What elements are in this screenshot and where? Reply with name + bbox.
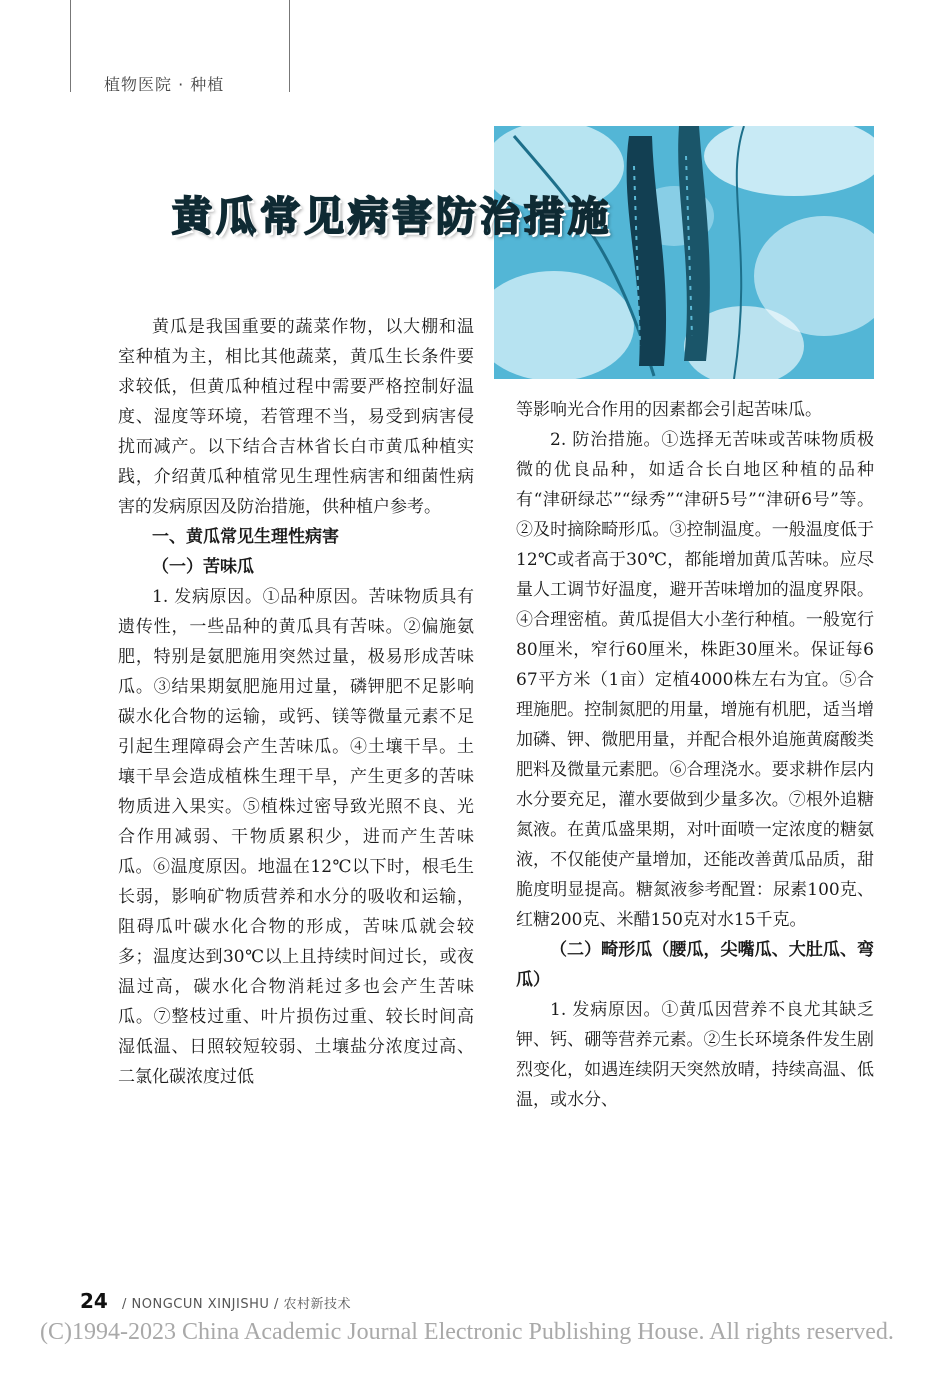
page-number: 24 (80, 1289, 108, 1313)
header-rule-right (289, 0, 290, 92)
subsection-heading: （一）苦味瓜 (152, 557, 254, 577)
header-rule-left (70, 0, 71, 92)
body-paragraph: 1. 发病原因。①黄瓜因营养不良尤其缺乏钾、钙、硼等营养元素。②生长环境条件发生剧烈变化，如遇连续阴天突然放晴，持续高温、低温，或水分、 (516, 1000, 874, 1110)
journal-name: / NONGCUN XINJISHU / 农村新技术 (122, 1297, 352, 1312)
article-title: 黄瓜常见病害防治措施 (172, 193, 612, 240)
continuation-paragraph: 等影响光合作用的因素都会引起苦味瓜。 (516, 400, 822, 420)
left-column (118, 312, 474, 1092)
body-paragraph: 1. 发病原因。①品种原因。苦味物质具有遗传性，一些品种的黄瓜具有苦味。②偏施氨肥，特别是氨肥施用突然过量，极易形成苦味瓜。③结果期氨肥施用过量，磷钾肥不足影响碳水化合物的运输，或钙、镁等微量元素不足引起生理障碍会产生苦味瓜。④土壤干旱。土壤干旱会造成植株生理干旱，产生更多的苦味物质进入果实。⑤植株过密导致光照不良、光合作用减弱、干物质累积少，进而产生苦味瓜。⑥温度原因。地温在12℃以下时，根毛生长弱，影响矿物质营养和水分的吸收和运输，阻碍瓜叶碳水化合物的形成，苦味瓜就会较多；温度达到30℃以上且持续时间过长，或夜温过高，碳水化合物消耗过多也会产生苦味瓜。⑦整枝过重、叶片损伤过重、较长时间高湿低温、日照较短较弱、土壤盐分浓度过高、二氯化碳浓度过低 (118, 587, 474, 1087)
section-label: 植物医院 · 种植 (104, 75, 225, 94)
right-column (516, 395, 874, 1115)
cucumber-photo (494, 126, 874, 379)
intro-paragraph: 黄瓜是我国重要的蔬菜作物，以大棚和温室种植为主，相比其他蔬菜，黄瓜生长条件要求较低，但黄瓜种植过程中需要严格控制好温度、湿度等环境，若管理不当，易受到病害侵扰而减产。以下结合吉林省长白市黄瓜种植实践，介绍黄瓜种植常见生理性病害和细菌性病害的发病原因及防治措施，供种植户参考。 (118, 317, 474, 517)
section-heading: 一、黄瓜常见生理性病害 (152, 527, 339, 547)
body-paragraph: 2. 防治措施。①选择无苦味或苦味物质极微的优良品种，如适合长白地区种植的品种有“津研绿芯”“绿秀”“津研5号”“津研6号”等。②及时摘除畸形瓜。③控制温度。一般温度低于12℃或者高于30℃，都能增加黄瓜苦味。应尽量人工调节好温度，避开苦味增加的温度界限。④合理密植。黄瓜提倡大小垄行种植。一般宽行80厘米，窄行60厘米，株距30厘米。保证每667平方米（1亩）定植4000株左右为宜。⑤合理施肥。控制氮肥的用量，增施有机肥，适当增加磷、钾、微肥用量，并配合根外追施黄腐酸类肥料及微量元素肥。⑥合理浇水。要求耕作层内水分要充足，灌水要做到少量多次。⑦根外追糖氮液。在黄瓜盛果期，对叶面喷一定浓度的糖氨液，不仅能使产量增加，还能改善黄瓜品质，甜脆度明显提高。糖氮液参考配置：尿素100克、红糖200克、米醋150克对水15千克。 (516, 430, 874, 930)
copyright-watermark: (C)1994-2023 China Academic Journal Electronic Publishing House. All rights reserved. (40, 1319, 894, 1345)
subsection-heading: （二）畸形瓜（腰瓜，尖嘴瓜、大肚瓜、弯瓜） (516, 940, 874, 990)
